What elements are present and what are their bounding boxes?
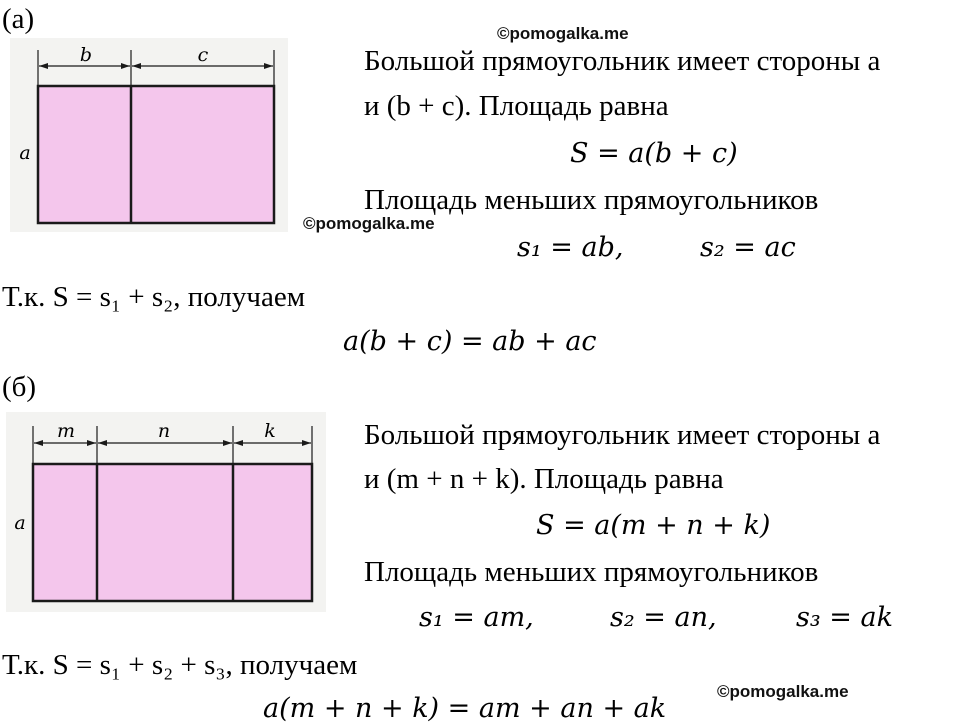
figure-b-rectangle (33, 464, 312, 601)
label-m: m (56, 420, 76, 442)
part-b-line3: Площадь меньших прямоугольников (364, 556, 819, 588)
part-a-line1: Большой прямоугольник имеет стороны a (364, 45, 881, 77)
figure-a-rectangle (38, 86, 274, 223)
watermark-bottom: ©pomogalka.me (717, 682, 849, 701)
part-b-line2: и (m + n + k). Площадь равна (364, 463, 724, 495)
part-b-line1: Большой прямоугольник имеет стороны a (364, 419, 881, 451)
label-b: b (79, 44, 93, 66)
figure-b (6, 412, 326, 612)
figure-b-diagram (6, 412, 326, 612)
part-a-result: a(b + c) = ab + ac (343, 326, 597, 357)
label-c: c (197, 44, 209, 66)
watermark-top: ©pomogalka.me (497, 24, 629, 43)
part-b-formula-small-3: s₃ = ak (796, 602, 893, 633)
part-b-result: a(m + n + k) = am + an + ak (263, 693, 667, 724)
part-a-marker: (а) (2, 3, 35, 35)
part-b-formula-small-2: s₂ = an, (610, 602, 717, 633)
part-a-formula-small-2: s₂ = ac (700, 232, 796, 263)
part-b-formula-big: S = a(m + n + k) (536, 510, 771, 541)
part-a-line3: Площадь меньших прямоугольников (364, 184, 819, 216)
watermark-middle: ©pomogalka.me (303, 214, 435, 233)
part-b-conclusion: Т.к. S = s₁ + s₂ + s₃, получаем (2, 649, 358, 681)
part-a-conclusion: Т.к. S = s₁ + s₂, получаем (2, 281, 306, 313)
part-b-marker: (б) (2, 371, 37, 403)
part-a-line2: и (b + c). Площадь равна (364, 90, 669, 122)
part-b-formula-small-1: s₁ = am, (419, 602, 534, 633)
part-a-formula-small-1: s₁ = ab, (517, 232, 624, 263)
label-a: a (14, 512, 26, 534)
figure-a-diagram (8, 38, 290, 232)
label-n: n (157, 420, 171, 442)
part-a-formula-big: S = a(b + c) (570, 138, 738, 169)
label-a: a (19, 142, 31, 164)
figure-a (8, 38, 290, 232)
label-k: k (264, 420, 276, 442)
